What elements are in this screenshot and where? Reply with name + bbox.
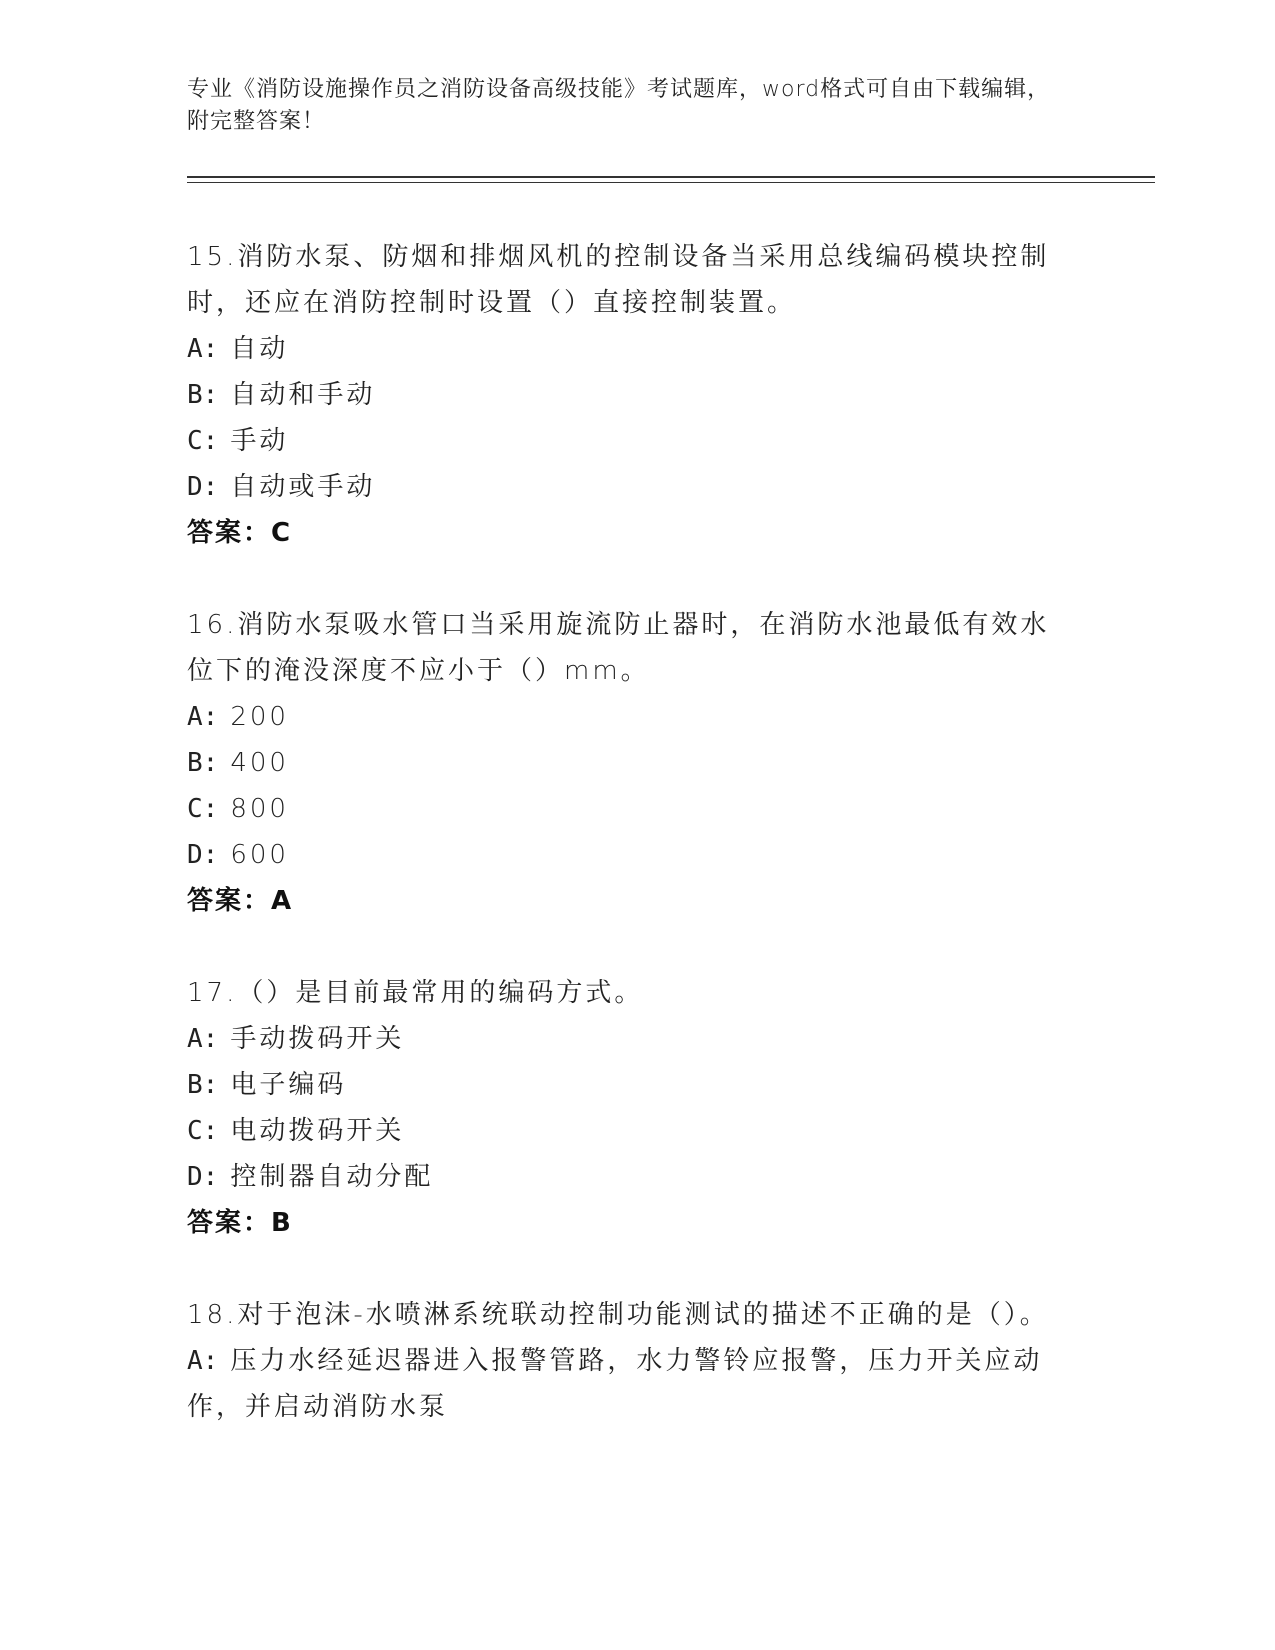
option-text: 800 — [230, 794, 289, 824]
option-d — [187, 464, 1077, 510]
option-key: B: — [187, 748, 219, 778]
question-stem: 15.消防水泵、防烟和排烟风机的控制设备当采用总线编码模块控制时，还应在消防控制时设置（）直接控制装置。 — [187, 242, 1050, 318]
option-key: D: — [187, 472, 219, 502]
option-text: 手动 — [230, 426, 289, 456]
option-d — [187, 832, 1077, 878]
option-text: 400 — [230, 748, 289, 778]
option-c — [187, 1108, 1077, 1154]
answer-label: 答案：B — [187, 1208, 293, 1238]
question-stem: 16.消防水泵吸水管口当采用旋流防止器时，在消防水池最低有效水位下的淹没深度不应小于（）mm。 — [187, 610, 1050, 686]
document-header: 专业《消防设施操作员之消防设备高级技能》考试题库，word格式可自由下载编辑，附完整答案！ — [187, 77, 1051, 134]
option-text: 电动拨码开关 — [230, 1116, 405, 1146]
answer-label: 答案：C — [187, 518, 293, 548]
question-17 — [187, 970, 1077, 1246]
option-text: 自动 — [230, 334, 289, 364]
question-stem: 18.对于泡沫-水喷淋系统联动控制功能测试的描述不正确的是（）。 — [187, 1300, 1049, 1330]
option-key: A: — [187, 334, 219, 364]
option-c — [187, 418, 1077, 464]
option-key: A: — [187, 1346, 219, 1376]
option-key: B: — [187, 1070, 219, 1100]
option-a — [187, 326, 1077, 372]
option-text: 自动或手动 — [230, 472, 376, 502]
option-key: C: — [187, 794, 219, 824]
option-key: C: — [187, 1116, 219, 1146]
option-b — [187, 372, 1077, 418]
header-divider-thin — [187, 182, 1155, 183]
option-text: 压力水经延迟器进入报警管路，水力警铃应报警，压力开关应动作，并启动消防水泵 — [187, 1346, 1043, 1422]
option-text: 200 — [230, 702, 289, 732]
option-c — [187, 786, 1077, 832]
option-key: D: — [187, 840, 219, 870]
option-text: 自动和手动 — [230, 380, 376, 410]
question-list — [187, 234, 1077, 1476]
option-a — [187, 694, 1077, 740]
option-b — [187, 740, 1077, 786]
option-text: 控制器自动分配 — [230, 1162, 434, 1192]
option-text: 手动拨码开关 — [230, 1024, 405, 1054]
option-a — [187, 1016, 1077, 1062]
question-16 — [187, 602, 1077, 924]
option-key: A: — [187, 1024, 219, 1054]
option-b — [187, 1062, 1077, 1108]
option-key: B: — [187, 380, 219, 410]
option-a — [187, 1338, 1077, 1430]
option-key: C: — [187, 426, 219, 456]
option-text: 600 — [230, 840, 289, 870]
question-15 — [187, 234, 1077, 556]
option-d — [187, 1154, 1077, 1200]
header-divider-thick — [187, 176, 1155, 178]
question-stem: 17.（）是目前最常用的编码方式。 — [187, 978, 644, 1008]
option-text: 电子编码 — [230, 1070, 347, 1100]
question-18 — [187, 1292, 1077, 1430]
option-key: D: — [187, 1162, 219, 1192]
answer-label: 答案：A — [187, 886, 294, 916]
option-key: A: — [187, 702, 219, 732]
